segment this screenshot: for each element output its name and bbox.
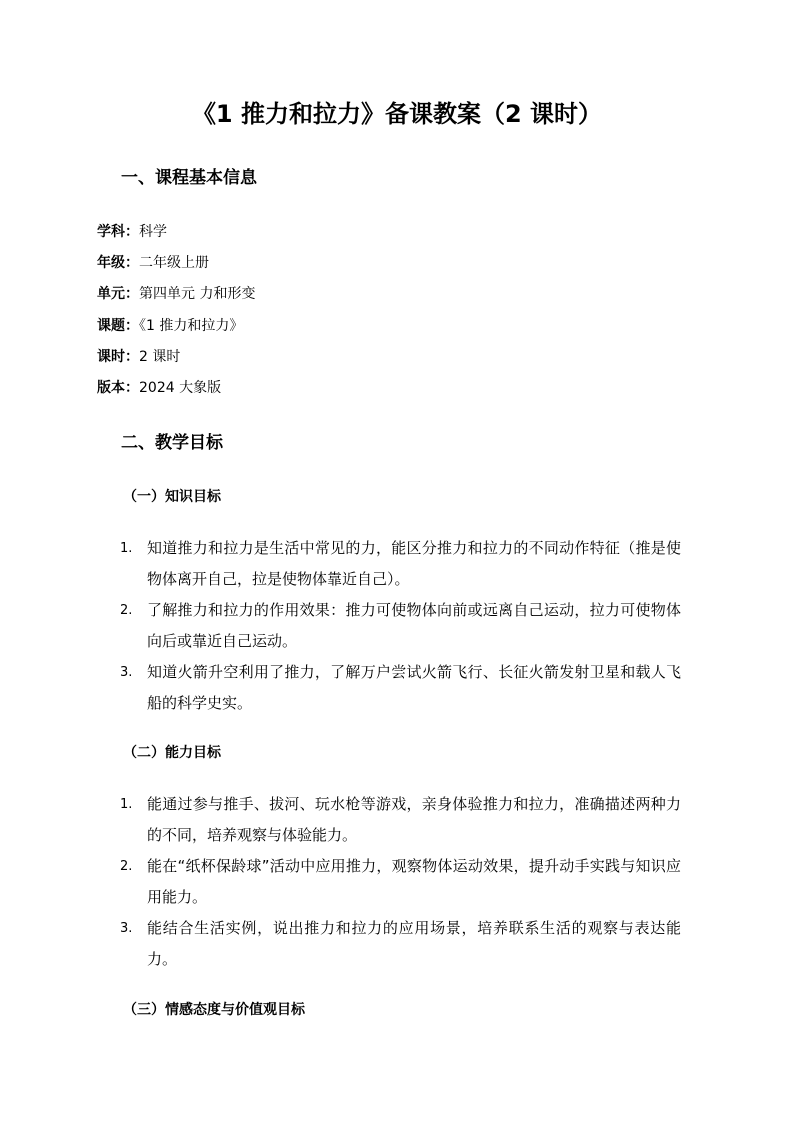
list-item-text: 能在“纸杯保龄球”活动中应用推力，观察物体运动效果，提升动手实践与知识应用能力。 (147, 857, 681, 906)
ability-objectives-list (0, 789, 794, 975)
info-value: 二年级上册 (139, 255, 209, 271)
list-item-text: 知道火箭升空利用了推力，了解万户尝试火箭飞行、长征火箭发射卫星和载人飞船的科学史实。 (147, 663, 681, 712)
info-value: 第四单元 力和形变 (139, 286, 256, 302)
list-item-number: 1. (120, 797, 133, 812)
subsection-heading-emotion: （三）情感态度与价值观目标 (123, 1002, 305, 1018)
list-item-number: 3. (120, 921, 133, 936)
document-title: 《1 推力和拉力》备课教案（2 课时） (191, 100, 603, 128)
section-heading-basic-info: 一、课程基本信息 (121, 168, 257, 188)
list-item-number: 2. (120, 859, 133, 874)
info-row-grade (97, 253, 209, 273)
list-item-number: 1. (120, 541, 133, 556)
info-row-edition (97, 378, 221, 398)
list-item-text: 能结合生活实例，说出推力和拉力的应用场景，培养联系生活的观察与表达能力。 (147, 919, 681, 968)
list-item-number: 3. (120, 665, 133, 680)
info-key: 年级： (97, 255, 139, 271)
list-item-number: 2. (120, 603, 133, 618)
list-item (0, 851, 794, 913)
info-row-unit (97, 284, 255, 304)
section-heading-objectives: 二、教学目标 (121, 433, 223, 453)
list-item (0, 913, 794, 975)
list-item (0, 657, 794, 719)
info-key: 学科： (97, 224, 139, 240)
subsection-heading-knowledge: （一）知识目标 (123, 489, 221, 505)
info-value: 2024 大象版 (139, 380, 222, 396)
subsection-heading-ability: （二）能力目标 (123, 745, 221, 761)
info-key: 课题： (97, 318, 139, 334)
info-value: 《1 推力和拉力》 (139, 318, 244, 334)
list-item (0, 533, 794, 595)
list-item (0, 595, 794, 657)
info-value: 科学 (139, 224, 167, 240)
info-row-topic (97, 316, 243, 336)
knowledge-objectives-list (0, 533, 794, 719)
info-key: 版本： (97, 380, 139, 396)
list-item (0, 789, 794, 851)
list-item-text: 了解推力和拉力的作用效果：推力可使物体向前或远离自己运动，拉力可使物体向后或靠近自己运动。 (147, 601, 681, 650)
list-item-text: 知道推力和拉力是生活中常见的力，能区分推力和拉力的不同动作特征（推是使物体离开自己，拉是使物体靠近自己）。 (147, 539, 681, 588)
info-row-subject (97, 222, 167, 242)
info-key: 单元： (97, 286, 139, 302)
info-row-periods (97, 347, 180, 367)
info-value: 2 课时 (139, 349, 181, 365)
info-key: 课时： (97, 349, 139, 365)
list-item-text: 能通过参与推手、拔河、玩水枪等游戏，亲身体验推力和拉力，准确描述两种力的不同，培养观察与体验能力。 (147, 795, 681, 844)
